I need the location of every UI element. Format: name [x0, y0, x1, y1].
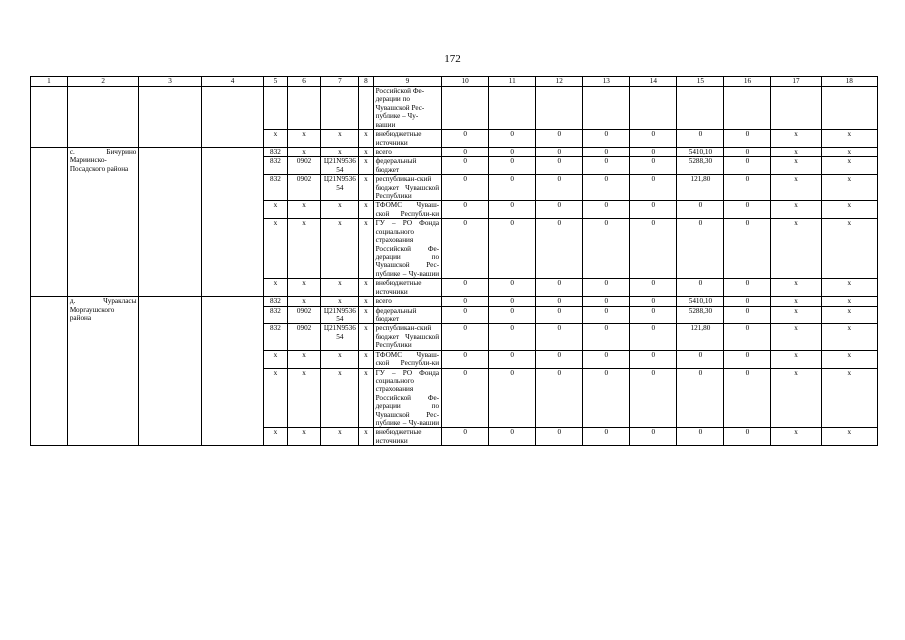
value-cell: 0 [442, 350, 489, 368]
value-cell: 0 [536, 428, 583, 446]
value-cell: 0 [677, 219, 724, 279]
source-cell: республикан-ский бюджет Чувашской Республики [373, 324, 442, 350]
value-cell: x [821, 147, 877, 156]
value-cell: 0 [536, 306, 583, 324]
column-header: 14 [630, 77, 677, 87]
code-cell: x [287, 219, 321, 279]
code-cell: Ц21N9536 54 [321, 175, 359, 201]
source-cell: ТФОМС Чуваш-ской Республи-ки [373, 350, 442, 368]
value-cell: 0 [442, 428, 489, 446]
source-cell: Российской Фе- дерации по Чувашской Рес- публике – Чу- вашии [373, 87, 442, 130]
value-cell: 0 [677, 279, 724, 297]
column-header: 9 [373, 77, 442, 87]
value-cell: 0 [536, 130, 583, 148]
value-cell: 0 [489, 324, 536, 350]
value-cell: x [821, 175, 877, 201]
code-cell: 0902 [287, 324, 321, 350]
code-cell: 832 [264, 297, 288, 306]
code-cell: Ц21N9536 54 [321, 157, 359, 175]
source-cell: всего [373, 297, 442, 306]
value-cell: 0 [442, 175, 489, 201]
code-cell: x [287, 147, 321, 156]
value-cell: 5288,30 [677, 157, 724, 175]
value-cell: 0 [724, 324, 771, 350]
code-cell: x [287, 350, 321, 368]
code-cell: x [359, 324, 373, 350]
value-cell: 0 [536, 324, 583, 350]
value-cell: 0 [677, 201, 724, 219]
column-header: 3 [139, 77, 201, 87]
value-cell: x [821, 130, 877, 148]
code-cell: x [287, 130, 321, 148]
value-cell: 0 [630, 279, 677, 297]
empty-cell [442, 87, 489, 130]
code-cell: x [359, 157, 373, 175]
code-cell: 832 [264, 306, 288, 324]
table-row [31, 87, 878, 130]
value-cell: 0 [724, 368, 771, 428]
code-cell: x [359, 219, 373, 279]
code-cell: Ц21N9536 54 [321, 324, 359, 350]
value-cell: 0 [724, 201, 771, 219]
continued-cell [139, 87, 201, 148]
value-cell: 0 [724, 297, 771, 306]
table-row [31, 297, 878, 306]
value-cell: x [771, 175, 821, 201]
value-cell: 0 [630, 157, 677, 175]
empty-cell [31, 297, 68, 446]
value-cell: 0 [583, 130, 630, 148]
value-cell: x [821, 219, 877, 279]
value-cell: x [821, 279, 877, 297]
code-cell: x [359, 350, 373, 368]
column-header: 11 [489, 77, 536, 87]
value-cell: 0 [724, 306, 771, 324]
code-cell: x [264, 279, 288, 297]
source-cell: внебюджетные источники [373, 279, 442, 297]
column-header: 10 [442, 77, 489, 87]
code-cell: x [321, 279, 359, 297]
column-header: 6 [287, 77, 321, 87]
value-cell: 0 [677, 368, 724, 428]
code-cell: x [321, 297, 359, 306]
value-cell: 0 [489, 368, 536, 428]
value-cell: 0 [630, 175, 677, 201]
code-cell: Ц21N9536 54 [321, 306, 359, 324]
value-cell: 0 [630, 201, 677, 219]
value-cell: x [821, 297, 877, 306]
value-cell: 0 [630, 428, 677, 446]
value-cell: 0 [724, 279, 771, 297]
code-cell: x [264, 368, 288, 428]
empty-cell [201, 297, 263, 446]
value-cell: x [821, 324, 877, 350]
code-cell: x [321, 201, 359, 219]
empty-cell [583, 87, 630, 130]
column-header: 2 [67, 77, 139, 87]
value-cell: 0 [583, 219, 630, 279]
value-cell: x [821, 428, 877, 446]
column-header: 7 [321, 77, 359, 87]
value-cell: x [771, 368, 821, 428]
value-cell: 0 [630, 297, 677, 306]
location-cell: с. Бичурино Мариинско-Посадского района [67, 147, 139, 296]
empty-cell [821, 87, 877, 130]
value-cell: 0 [724, 350, 771, 368]
column-header: 8 [359, 77, 373, 87]
code-cell: x [321, 219, 359, 279]
column-header: 17 [771, 77, 821, 87]
value-cell: 0 [536, 350, 583, 368]
page-number: 172 [444, 53, 461, 65]
value-cell: 0 [630, 219, 677, 279]
value-cell: 0 [724, 428, 771, 446]
empty-cell [287, 87, 321, 130]
code-cell: x [321, 130, 359, 148]
value-cell: 0 [489, 297, 536, 306]
source-cell: федеральный бюджет [373, 157, 442, 175]
code-cell: x [321, 428, 359, 446]
code-cell: 0902 [287, 306, 321, 324]
code-cell: 0902 [287, 175, 321, 201]
value-cell: 0 [630, 350, 677, 368]
code-cell: 0902 [287, 157, 321, 175]
source-cell: республикан-ский бюджет Чувашской Республики [373, 175, 442, 201]
column-header: 13 [583, 77, 630, 87]
code-cell: x [359, 130, 373, 148]
value-cell: x [771, 428, 821, 446]
value-cell: 0 [442, 219, 489, 279]
value-cell: 0 [583, 350, 630, 368]
column-header: 16 [724, 77, 771, 87]
value-cell: 0 [442, 130, 489, 148]
code-cell: x [287, 201, 321, 219]
code-cell: x [287, 428, 321, 446]
value-cell: 0 [536, 279, 583, 297]
continued-cell [31, 87, 68, 148]
value-cell: 0 [583, 175, 630, 201]
value-cell: x [771, 324, 821, 350]
value-cell: 0 [442, 324, 489, 350]
value-cell: 0 [489, 201, 536, 219]
continued-cell [201, 87, 263, 148]
code-cell: x [287, 279, 321, 297]
code-cell: 832 [264, 324, 288, 350]
value-cell: x [771, 306, 821, 324]
source-cell: ГУ – РО Фонда социального страхования Российской Фе-дерации по Чувашской Рес-публике – Чу-вашии [373, 368, 442, 428]
code-cell: x [287, 368, 321, 428]
code-cell: x [264, 350, 288, 368]
value-cell: 0 [442, 306, 489, 324]
value-cell: 0 [583, 324, 630, 350]
value-cell: 0 [489, 175, 536, 201]
value-cell: 5410,10 [677, 147, 724, 156]
value-cell: 0 [583, 279, 630, 297]
value-cell: 0 [583, 201, 630, 219]
value-cell: x [771, 130, 821, 148]
code-cell: x [359, 201, 373, 219]
value-cell: 0 [536, 219, 583, 279]
code-cell: x [321, 147, 359, 156]
value-cell: 0 [442, 201, 489, 219]
source-cell: ГУ – РО Фонда социального страхования Российской Фе-дерации по Чувашской Рес-публике – Чу-вашии [373, 219, 442, 279]
empty-cell [31, 147, 68, 296]
value-cell: 0 [583, 368, 630, 428]
empty-cell [489, 87, 536, 130]
value-cell: 0 [489, 157, 536, 175]
value-cell: 0 [677, 428, 724, 446]
value-cell: x [821, 368, 877, 428]
value-cell: x [771, 350, 821, 368]
value-cell: 0 [724, 175, 771, 201]
code-cell: x [359, 175, 373, 201]
value-cell: 0 [536, 201, 583, 219]
value-cell: 0 [583, 306, 630, 324]
value-cell: 0 [630, 324, 677, 350]
value-cell: 0 [536, 368, 583, 428]
value-cell: 121,80 [677, 324, 724, 350]
code-cell: x [264, 428, 288, 446]
location-cell: д. Чуракласы Моргаушского района [67, 297, 139, 446]
value-cell: 0 [489, 306, 536, 324]
value-cell: x [821, 306, 877, 324]
code-cell: x [359, 306, 373, 324]
value-cell: 0 [724, 157, 771, 175]
value-cell: 0 [442, 147, 489, 156]
column-header: 12 [536, 77, 583, 87]
empty-cell [321, 87, 359, 130]
code-cell: x [287, 297, 321, 306]
value-cell: x [821, 350, 877, 368]
value-cell: 121,80 [677, 175, 724, 201]
value-cell: 0 [630, 130, 677, 148]
code-cell: x [359, 297, 373, 306]
empty-cell [359, 87, 373, 130]
empty-cell [139, 297, 201, 446]
value-cell: 0 [489, 428, 536, 446]
empty-cell [630, 87, 677, 130]
value-cell: 0 [442, 297, 489, 306]
value-cell: 0 [536, 157, 583, 175]
value-cell: 0 [489, 130, 536, 148]
value-cell: 0 [583, 297, 630, 306]
value-cell: x [771, 201, 821, 219]
empty-cell [677, 87, 724, 130]
code-cell: 832 [264, 175, 288, 201]
budget-table [30, 76, 878, 446]
value-cell: 0 [583, 428, 630, 446]
code-cell: x [264, 219, 288, 279]
value-cell: 0 [489, 350, 536, 368]
code-cell: 832 [264, 147, 288, 156]
column-header: 4 [201, 77, 263, 87]
code-cell: x [359, 428, 373, 446]
value-cell: x [821, 201, 877, 219]
continued-cell [67, 87, 139, 148]
source-cell: федеральный бюджет [373, 306, 442, 324]
empty-cell [139, 147, 201, 296]
empty-cell [771, 87, 821, 130]
code-cell: x [321, 350, 359, 368]
source-cell: всего [373, 147, 442, 156]
value-cell: 0 [724, 130, 771, 148]
empty-cell [201, 147, 263, 296]
code-cell: x [359, 368, 373, 428]
value-cell: 0 [489, 147, 536, 156]
value-cell: 0 [630, 147, 677, 156]
value-cell: 0 [583, 147, 630, 156]
value-cell: 0 [630, 306, 677, 324]
code-cell: x [359, 279, 373, 297]
value-cell: 0 [489, 219, 536, 279]
value-cell: 0 [442, 368, 489, 428]
value-cell: x [771, 157, 821, 175]
value-cell: 0 [724, 147, 771, 156]
table-row [31, 147, 878, 156]
column-header: 15 [677, 77, 724, 87]
source-cell: внебюджетные источники [373, 130, 442, 148]
value-cell: 0 [724, 219, 771, 279]
value-cell: x [771, 147, 821, 156]
code-cell: 832 [264, 157, 288, 175]
code-cell: x [264, 130, 288, 148]
value-cell: 0 [442, 157, 489, 175]
code-cell: x [321, 368, 359, 428]
value-cell: x [771, 297, 821, 306]
value-cell: 0 [536, 297, 583, 306]
value-cell: 0 [583, 157, 630, 175]
header-row [31, 77, 878, 87]
value-cell: 5410,10 [677, 297, 724, 306]
source-cell: внебюджетные источники [373, 428, 442, 446]
value-cell: 0 [677, 350, 724, 368]
value-cell: x [771, 219, 821, 279]
value-cell: 0 [536, 175, 583, 201]
value-cell: 5288,30 [677, 306, 724, 324]
value-cell: 0 [677, 130, 724, 148]
value-cell: 0 [630, 368, 677, 428]
value-cell: x [771, 279, 821, 297]
source-cell: ТФОМС Чуваш-ской Республи-ки [373, 201, 442, 219]
value-cell: 0 [536, 147, 583, 156]
empty-cell [264, 87, 288, 130]
value-cell: 0 [489, 279, 536, 297]
code-cell: x [359, 147, 373, 156]
empty-cell [536, 87, 583, 130]
column-header: 1 [31, 77, 68, 87]
column-header: 5 [264, 77, 288, 87]
value-cell: x [821, 157, 877, 175]
column-header: 18 [821, 77, 877, 87]
code-cell: x [264, 201, 288, 219]
value-cell: 0 [442, 279, 489, 297]
empty-cell [724, 87, 771, 130]
